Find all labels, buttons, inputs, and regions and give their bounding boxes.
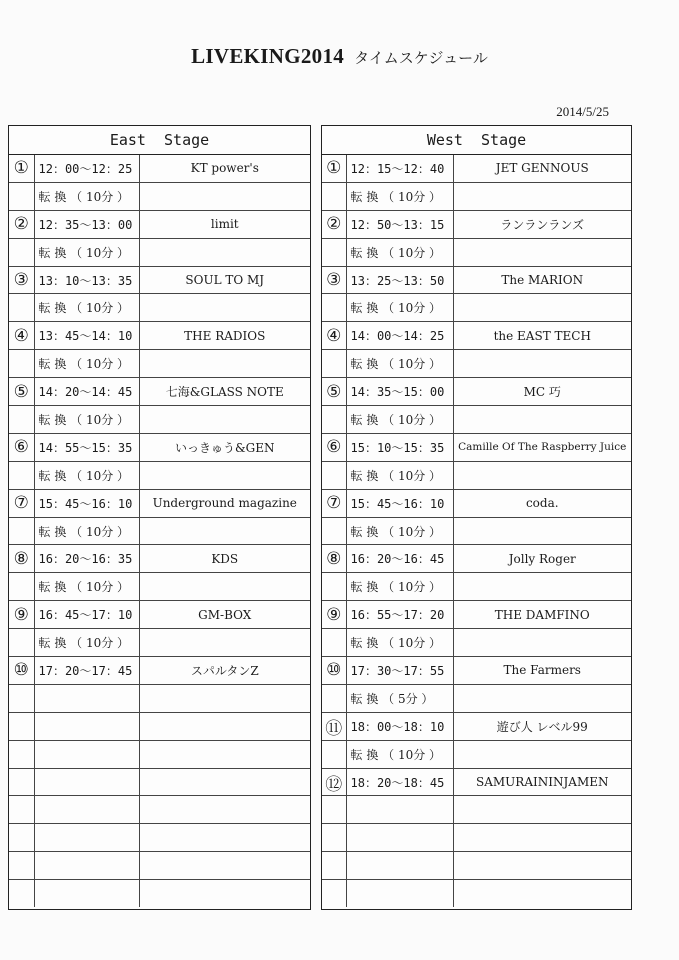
schedule-row — [322, 517, 631, 545]
changeover-time: 転 換 （ 10分 ） — [346, 182, 453, 210]
empty-cell — [34, 852, 139, 880]
changeover-time: 転 換 （ 10分 ） — [346, 238, 453, 266]
changeover-time: 転 換 （ 10分 ） — [34, 629, 139, 657]
empty-cell — [9, 294, 34, 322]
schedule-row — [9, 880, 310, 907]
empty-cell — [139, 629, 310, 657]
slot-time: 16：20～16：45 — [346, 545, 453, 573]
changeover-time: 転 換 （ 10分 ） — [34, 406, 139, 434]
schedule-row — [322, 489, 631, 517]
empty-cell — [9, 406, 34, 434]
performer-name: limit — [139, 210, 310, 238]
slot-number: ⑩ — [322, 657, 346, 685]
slot-time: 15：10～15：35 — [346, 433, 453, 461]
schedule-row — [9, 601, 310, 629]
performer-name: KT power's — [139, 155, 310, 182]
schedule-row — [9, 545, 310, 573]
empty-cell — [9, 796, 34, 824]
empty-cell — [34, 824, 139, 852]
document-date: 2014/5/25 — [556, 104, 609, 119]
slot-number: ⑦ — [322, 489, 346, 517]
slot-number: ⑫ — [322, 768, 346, 796]
slot-number: ③ — [9, 266, 34, 294]
slot-time: 13：45～14：10 — [34, 322, 139, 350]
empty-cell — [139, 573, 310, 601]
west-stage-header: West Stage — [322, 126, 631, 155]
slot-number: ⑦ — [9, 489, 34, 517]
empty-cell — [139, 350, 310, 378]
schedule-row — [322, 350, 631, 378]
performer-name: 七海&GLASS NOTE — [139, 378, 310, 406]
slot-time: 12：15～12：40 — [346, 155, 453, 182]
schedule-row — [322, 322, 631, 350]
east-stage-header: East Stage — [9, 126, 310, 155]
empty-cell — [453, 629, 631, 657]
changeover-time: 転 換 （ 10分 ） — [346, 629, 453, 657]
schedule-row — [322, 629, 631, 657]
performer-name: THE DAMFINO — [453, 601, 631, 629]
empty-cell — [322, 406, 346, 434]
schedule-row — [9, 182, 310, 210]
empty-cell — [9, 712, 34, 740]
empty-cell — [9, 824, 34, 852]
schedule-row — [322, 433, 631, 461]
schedule-row — [322, 573, 631, 601]
schedule-row — [9, 740, 310, 768]
empty-cell — [322, 238, 346, 266]
empty-cell — [139, 740, 310, 768]
changeover-time: 転 換 （ 10分 ） — [346, 461, 453, 489]
performer-name: GM-BOX — [139, 601, 310, 629]
changeover-time: 転 換 （ 10分 ） — [34, 294, 139, 322]
slot-number: ⑤ — [322, 378, 346, 406]
empty-cell — [139, 461, 310, 489]
schedule-row — [9, 350, 310, 378]
schedule-row — [9, 629, 310, 657]
empty-cell — [453, 461, 631, 489]
slot-time: 14：00～14：25 — [346, 322, 453, 350]
slot-time: 17：20～17：45 — [34, 657, 139, 685]
empty-cell — [322, 461, 346, 489]
schedule-row — [9, 824, 310, 852]
empty-cell — [322, 517, 346, 545]
empty-cell — [346, 796, 453, 824]
slot-time: 14：20～14：45 — [34, 378, 139, 406]
empty-cell — [322, 796, 346, 824]
slot-time: 13：25～13：50 — [346, 266, 453, 294]
changeover-time: 転 換 （ 10分 ） — [34, 238, 139, 266]
empty-cell — [139, 712, 310, 740]
slot-time: 16：45～17：10 — [34, 601, 139, 629]
schedule-row — [9, 796, 310, 824]
changeover-time: 転 換 （ 10分 ） — [346, 406, 453, 434]
schedule-row — [322, 182, 631, 210]
empty-cell — [453, 350, 631, 378]
schedule-row — [322, 378, 631, 406]
schedule-row — [9, 322, 310, 350]
empty-cell — [9, 573, 34, 601]
schedule-row — [9, 517, 310, 545]
schedule-row — [322, 768, 631, 796]
empty-cell — [346, 880, 453, 907]
performer-name: The Farmers — [453, 657, 631, 685]
empty-cell — [453, 852, 631, 880]
performer-name: SAMURAININJAMEN — [453, 768, 631, 796]
schedule-row — [322, 406, 631, 434]
performer-name: JET GENNOUS — [453, 155, 631, 182]
empty-cell — [453, 517, 631, 545]
slot-number: ⑧ — [9, 545, 34, 573]
slot-time: 18：00～18：10 — [346, 712, 453, 740]
empty-cell — [9, 740, 34, 768]
schedule-row — [9, 238, 310, 266]
empty-cell — [346, 824, 453, 852]
slot-time: 17：30～17：55 — [346, 657, 453, 685]
schedule-row — [322, 657, 631, 685]
schedule-row — [322, 601, 631, 629]
empty-cell — [34, 712, 139, 740]
slot-number: ④ — [322, 322, 346, 350]
empty-cell — [453, 182, 631, 210]
performer-name: SOUL TO MJ — [139, 266, 310, 294]
schedule-row — [9, 684, 310, 712]
schedule-row — [9, 461, 310, 489]
empty-cell — [9, 880, 34, 907]
schedule-row — [322, 880, 631, 907]
performer-name: coda. — [453, 489, 631, 517]
slot-number: ⑤ — [9, 378, 34, 406]
west-schedule-table — [322, 155, 631, 907]
performer-name: Camille Of The Raspberry Juice — [453, 433, 631, 461]
slot-time: 16：55～17：20 — [346, 601, 453, 629]
empty-cell — [322, 182, 346, 210]
changeover-time: 転 換 （ 10分 ） — [346, 573, 453, 601]
empty-cell — [34, 880, 139, 907]
performer-name: KDS — [139, 545, 310, 573]
slot-number: ② — [9, 210, 34, 238]
slot-number: ② — [322, 210, 346, 238]
empty-cell — [139, 182, 310, 210]
empty-cell — [9, 684, 34, 712]
empty-cell — [34, 740, 139, 768]
schedule-row — [322, 266, 631, 294]
slot-number: ④ — [9, 322, 34, 350]
empty-cell — [322, 740, 346, 768]
changeover-time: 転 換 （ 5分 ） — [346, 684, 453, 712]
empty-cell — [9, 629, 34, 657]
empty-cell — [139, 238, 310, 266]
schedule-row — [9, 768, 310, 796]
empty-cell — [139, 880, 310, 907]
performer-name: The MARION — [453, 266, 631, 294]
schedule-row — [322, 824, 631, 852]
slot-time: 18：20～18：45 — [346, 768, 453, 796]
east-stage-schedule — [8, 125, 311, 910]
schedule-row — [9, 852, 310, 880]
empty-cell — [453, 880, 631, 907]
slot-number: ⑨ — [9, 601, 34, 629]
empty-cell — [322, 852, 346, 880]
empty-cell — [453, 238, 631, 266]
empty-cell — [453, 684, 631, 712]
west-stage-schedule — [321, 125, 632, 910]
empty-cell — [322, 684, 346, 712]
empty-cell — [139, 684, 310, 712]
changeover-time: 転 換 （ 10分 ） — [346, 517, 453, 545]
slot-time: 13：10～13：35 — [34, 266, 139, 294]
schedule-row — [9, 433, 310, 461]
empty-cell — [139, 294, 310, 322]
schedule-row — [322, 712, 631, 740]
empty-cell — [9, 238, 34, 266]
empty-cell — [322, 294, 346, 322]
schedule-row — [9, 406, 310, 434]
schedule-row — [9, 712, 310, 740]
empty-cell — [34, 796, 139, 824]
east-schedule-table — [9, 155, 310, 907]
empty-cell — [346, 852, 453, 880]
performer-name: いっきゅう&GEN — [139, 433, 310, 461]
schedule-row — [322, 238, 631, 266]
empty-cell — [139, 796, 310, 824]
schedule-row — [9, 155, 310, 182]
changeover-time: 転 換 （ 10分 ） — [346, 740, 453, 768]
schedule-row — [322, 155, 631, 182]
empty-cell — [9, 768, 34, 796]
empty-cell — [139, 517, 310, 545]
changeover-time: 転 換 （ 10分 ） — [346, 350, 453, 378]
slot-time: 16：20～16：35 — [34, 545, 139, 573]
slot-number: ⑨ — [322, 601, 346, 629]
slot-number: ⑧ — [322, 545, 346, 573]
empty-cell — [9, 852, 34, 880]
empty-cell — [139, 852, 310, 880]
empty-cell — [453, 824, 631, 852]
empty-cell — [9, 350, 34, 378]
slot-time: 12：35～13：00 — [34, 210, 139, 238]
empty-cell — [322, 824, 346, 852]
empty-cell — [34, 768, 139, 796]
empty-cell — [139, 768, 310, 796]
slot-number: ⑩ — [9, 657, 34, 685]
performer-name: ランランランズ — [453, 210, 631, 238]
performer-name: THE RADIOS — [139, 322, 310, 350]
schedule-row — [322, 740, 631, 768]
slot-number: ⑪ — [322, 712, 346, 740]
title-subtitle: タイムスケジュール — [354, 49, 488, 67]
slot-time: 15：45～16：10 — [346, 489, 453, 517]
schedule-row — [9, 657, 310, 685]
slot-time: 12：00～12：25 — [34, 155, 139, 182]
schedule-row — [322, 294, 631, 322]
performer-name: MC 巧 — [453, 378, 631, 406]
performer-name: Underground magazine — [139, 489, 310, 517]
schedule-row — [9, 294, 310, 322]
schedule-row — [9, 573, 310, 601]
slot-number: ① — [326, 158, 342, 179]
slot-number: ⑥ — [322, 433, 346, 461]
schedule-row — [322, 461, 631, 489]
slot-number: ① — [13, 158, 29, 179]
schedule-row — [322, 852, 631, 880]
empty-cell — [453, 406, 631, 434]
performer-name: Jolly Roger — [453, 545, 631, 573]
schedule-row — [322, 684, 631, 712]
changeover-time: 転 換 （ 10分 ） — [34, 182, 139, 210]
empty-cell — [453, 294, 631, 322]
empty-cell — [322, 573, 346, 601]
slot-number: ③ — [322, 266, 346, 294]
schedule-row — [9, 378, 310, 406]
empty-cell — [139, 824, 310, 852]
changeover-time: 転 換 （ 10分 ） — [34, 461, 139, 489]
slot-time: 14：55～15：35 — [34, 433, 139, 461]
slot-time: 12：50～13：15 — [346, 210, 453, 238]
empty-cell — [453, 796, 631, 824]
empty-cell — [9, 517, 34, 545]
changeover-time: 転 換 （ 10分 ） — [346, 294, 453, 322]
empty-cell — [453, 740, 631, 768]
performer-name: the EAST TECH — [453, 322, 631, 350]
empty-cell — [34, 684, 139, 712]
slot-time: 14：35～15：00 — [346, 378, 453, 406]
empty-cell — [139, 406, 310, 434]
performer-name: 遊び人 レベル99 — [453, 712, 631, 740]
schedule-row — [322, 545, 631, 573]
changeover-time: 転 換 （ 10分 ） — [34, 350, 139, 378]
schedule-row — [9, 266, 310, 294]
slot-time: 15：45～16：10 — [34, 489, 139, 517]
changeover-time: 転 換 （ 10分 ） — [34, 517, 139, 545]
document-title — [0, 44, 679, 69]
empty-cell — [322, 629, 346, 657]
schedule-row — [9, 489, 310, 517]
empty-cell — [322, 880, 346, 907]
schedule-row — [322, 210, 631, 238]
schedule-row — [9, 210, 310, 238]
schedule-row — [322, 796, 631, 824]
empty-cell — [9, 182, 34, 210]
slot-number: ⑥ — [9, 433, 34, 461]
empty-cell — [9, 461, 34, 489]
performer-name: スパルタンZ — [139, 657, 310, 685]
empty-cell — [453, 573, 631, 601]
event-title: LIVEKING2014 — [191, 44, 345, 68]
changeover-time: 転 換 （ 10分 ） — [34, 573, 139, 601]
empty-cell — [322, 350, 346, 378]
